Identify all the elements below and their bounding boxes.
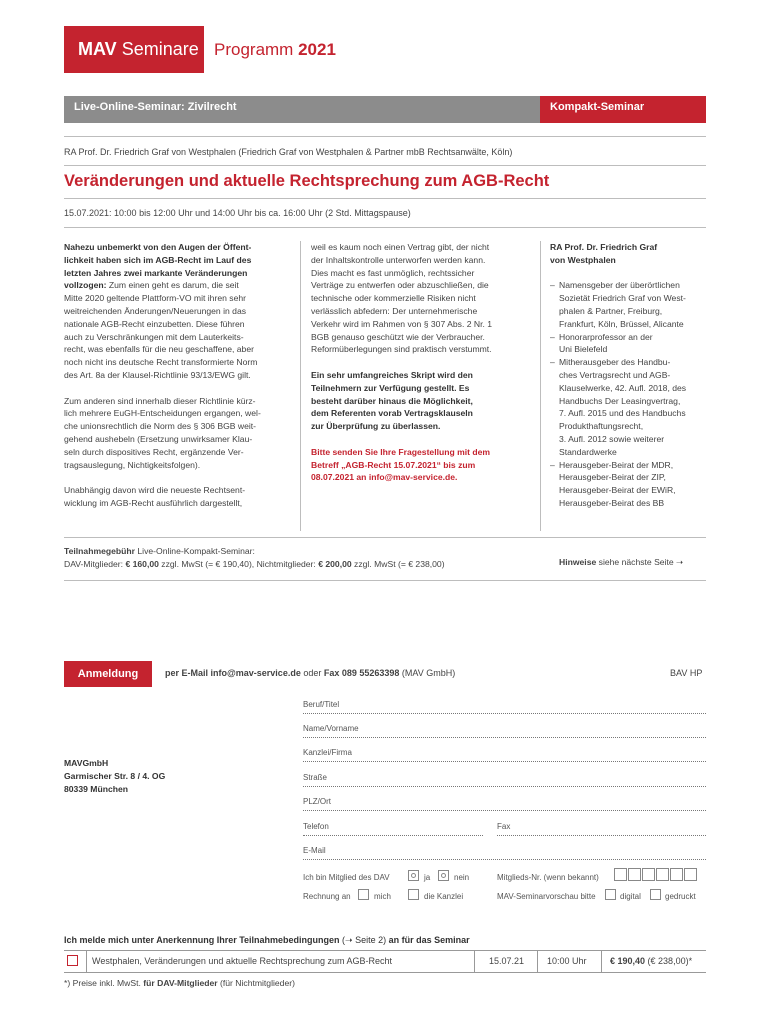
mitglieds-nr-digit[interactable] [642, 868, 655, 881]
description-column-2: weil es kaum noch einen Vertrag gibt, der nicht der Inhaltskontrolle unterworfen werden kann. Dies macht es fast unmöglich, rechtssicher Verträge zu entwerfen oder abzuschließen, die technische oder kommerzielle Risiken nicht verlässlich abfedern: Der unternehmerische Verkehr wird im Rahmen von § 307 Abs. 2 Nr. 1 BGB genauso geschützt wie der Verbraucher. Reformüberlegungen sind praktisch verstummt. Ein sehr umfangreiches Skript wird den Teilnehmern zur Verfügung gestellt. Es besteht darüber hinaus die Möglichkeit, dem Referenten vorab Vertragsklauseln zur Überprüfung zu überlassen. Bitte senden Sie Ihre Fragestellung mit dem Betreff „AGB-Recht 15.07.2021“ bis zum 08.07.2021 an info@mav-service.de. [311, 242, 493, 483]
kanzlei-label: Kanzlei/Firma [303, 748, 352, 757]
strasse-field[interactable] [303, 786, 706, 787]
plz-field[interactable] [303, 810, 706, 811]
mav-address: MAVGmbH Garmischer Str. 8 / 4. OG 80339 München [64, 758, 166, 794]
seminar-date: 15.07.2021: 10:00 bis 12:00 Uhr und 14:00 Uhr bis ca. 16:00 Uhr (2 Std. Mittagspause) [64, 208, 411, 218]
kanzlei-field[interactable] [303, 761, 706, 762]
telefon-field[interactable] [303, 835, 483, 836]
ja-radio[interactable] [408, 870, 419, 881]
name-field[interactable] [303, 737, 706, 738]
plz-label: PLZ/Ort [303, 797, 332, 806]
name-label: Name/Vorname [303, 724, 359, 733]
mich-label: mich [374, 892, 391, 901]
bio-item: – Herausgeber-Beirat der MDR, Herausgeber-Beirat der ZIP, Herausgeber-Beirat der EWiR, Herausgeber-Beirat des BB [550, 459, 708, 510]
nein-label: nein [454, 873, 470, 882]
order-checkbox[interactable] [67, 955, 78, 966]
vorschau-label: MAV-Seminarvorschau bitte [497, 892, 596, 901]
rechnung-label: Rechnung an [303, 892, 351, 901]
email-field[interactable] [303, 859, 706, 860]
mitglieds-nr-digit[interactable] [670, 868, 683, 881]
fax-label: Fax [497, 822, 511, 831]
mitglieds-nr-digit[interactable] [628, 868, 641, 881]
brand-logo: MAV Seminare [64, 26, 204, 73]
gedruckt-label: gedruckt [665, 892, 696, 901]
kanzlei-cb-label: die Kanzlei [424, 892, 464, 901]
ja-label: ja [424, 873, 431, 882]
digital-checkbox[interactable] [605, 889, 616, 900]
speaker-line: RA Prof. Dr. Friedrich Graf von Westphalen (Friedrich Graf von Westphalen & Partner mbB Rechtsanwälte, Köln) [64, 147, 513, 157]
gedruckt-checkbox[interactable] [650, 889, 661, 900]
email-label: E-Mail [303, 846, 326, 855]
registration-confirmation: Ich melde mich unter Anerkennung Ihrer Teilnahmebedingungen (➝ Seite 2) an für das Seminar [64, 935, 470, 945]
mich-checkbox[interactable] [358, 889, 369, 900]
mitglieds-nr-digit[interactable] [656, 868, 669, 881]
mitglieds-nr-digit[interactable] [614, 868, 627, 881]
format-badge: Kompakt-Seminar [540, 96, 706, 123]
program-heading: Programm 2021 [214, 40, 336, 59]
kanzlei-checkbox[interactable] [408, 889, 419, 900]
telefon-label: Telefon [303, 822, 329, 831]
hinweise-link[interactable]: Hinweise siehe nächste Seite ➝ [559, 557, 684, 567]
strasse-label: Straße [303, 773, 328, 782]
fax-field[interactable] [497, 835, 706, 836]
bio-item: – Namensgeber der überörtlichen Sozietät Friedrich Graf von West- phalen & Partner, Freiburg, Frankfurt, Köln, Brüssel, Alicante [550, 279, 708, 330]
order-row [64, 950, 706, 973]
mitglieds-nr-label: Mitglieds-Nr. (wenn bekannt) [497, 873, 599, 882]
beruf-label: Beruf/Titel [303, 700, 340, 709]
price-footnote: *) Preise inkl. MwSt. für DAV-Mitglieder (für Nichtmitglieder) [64, 978, 295, 988]
fee-info: Teilnahmegebühr Live-Online-Kompakt-Seminar: DAV-Mitglieder: € 160,00 zzgl. MwSt (= € 190,40), Nichtmitglieder: € 200,00 zzgl. MwSt (= € 238,00) [64, 546, 445, 569]
order-title: Westphalen, Veränderungen und aktuelle Rechtsprechung zum AGB-Recht [92, 956, 393, 966]
mitglieds-nr-digit[interactable] [684, 868, 697, 881]
category-label: Live-Online-Seminar: Zivilrecht [74, 101, 237, 113]
order-time: 10:00 Uhr [547, 956, 587, 966]
registration-contact: per E-Mail info@mav-service.de oder Fax 089 55263398 (MAV GmbH) [165, 668, 456, 678]
seminar-title: Veränderungen und aktuelle Rechtsprechung zum AGB-Recht [64, 172, 550, 190]
digital-label: digital [620, 892, 641, 901]
bio-item: – Honorarprofessor an der Uni Bielefeld [550, 331, 708, 357]
anmeldung-label: Anmeldung [64, 661, 152, 687]
bio-item: – Mitherausgeber des Handbu- ches Vertragsrecht und AGB- Klauselwerke, 42. Aufl. 2018, des Handbuchs Der Leasingvertrag, 7. Aufl. 2015 und des Handbuchs Produkthaftungsrecht, 3. Aufl. 2012 sowie weiterer Standardwerke [550, 356, 708, 458]
order-date: 15.07.21 [489, 956, 525, 966]
beruf-field[interactable] [303, 713, 706, 714]
speaker-bio: RA Prof. Dr. Friedrich Graf von Westphalen – Namensgeber der überörtlichen Sozietät Friedrich Graf von West- phalen & Partner, Freiburg, Frankfurt, Köln, Brüssel, Alicante – Honorarprofessor an der Uni Bielefeld – Mitherausgeber des Handbu- ches Vertragsrecht und AGB- Klauselwerke, 42. Aufl. 2018, des Handbuchs Der Leasingvertrag, 7. Aufl. 2015 und des Handbuchs Produkthaftungsrecht, 3. Aufl. 2012 sowie weiterer Standardwerke – Herausgeber-Beirat der MDR, Herausgeber-Beirat der ZIP, Herausgeber-Beirat der EWiR, Herausgeber-Beirat des BB [550, 241, 708, 510]
order-price: € 190,40 (€ 238,00)* [610, 956, 693, 966]
form-code: BAV HP [670, 668, 703, 678]
mitglied-label: Ich bin Mitglied des DAV [303, 873, 390, 882]
description-column-1: Nahezu unbemerkt von den Augen der Öffent- lichkeit haben sich im AGB-Recht im Lauf des letzten Jahres zwei markante Veränderungen vollzogen: Zum einen geht es darum, die seit Mitte 2020 geltende Plattform-VO mit ihren sehr weitreichenden Änderungen/Neuerungen in das nationale AGB-Recht einzubetten. Diese führen auch zu Verschränkungen mit dem Lauterkeits- recht, was ebenfalls für die neu geschaffene, aber noch nicht ins deutsche Recht transformierte Norm des Art. 8a der Klausel-Richtlinie 93/13/EWG gilt. Zum anderen sind innerhalb dieser Richtlinie kürz- lich mehrere EuGH-Entscheidungen ergangen, wel- che unionsrechtlich die Norm des § 306 BGB weit- gehend aushebeln (Ersetzung unwirksamer Klau- seln durch dispositives Recht, ergänzende Ver- tragsauslegung, Nichtigkeitsfolgen). Unabhängig davon wird die neueste Rechtsent- wicklung im AGB-Recht ausführlich dargestellt, [64, 242, 261, 508]
nein-radio[interactable] [438, 870, 449, 881]
